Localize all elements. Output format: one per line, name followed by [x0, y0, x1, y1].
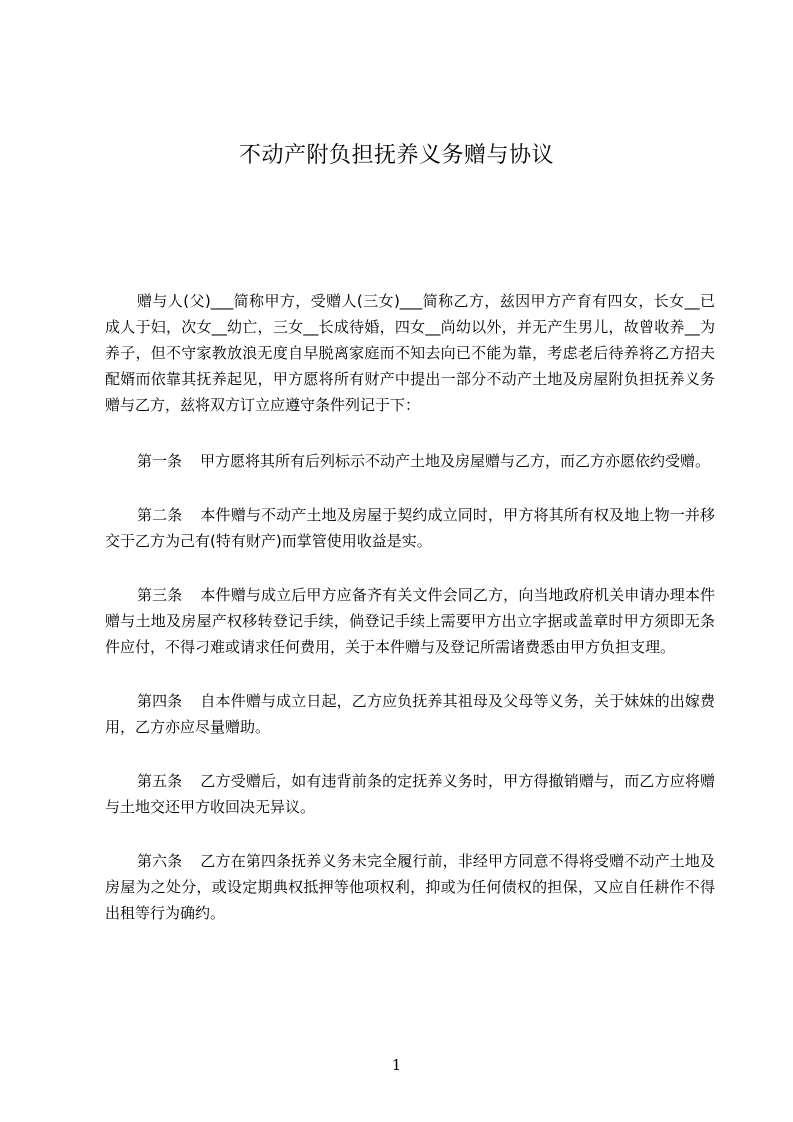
article-1	[105, 448, 715, 474]
document-title: 不动产附负担抚养义务赠与协议	[238, 143, 554, 168]
article-2	[105, 502, 715, 554]
article-2-text: 本件赠与不动产土地及房屋于契约成立同时，甲方将其所有权及地上物一并移交于乙方为己有(特有财产)而掌管使用收益是实。	[105, 506, 715, 550]
intro-paragraph: 赠与人(父)___简称甲方，受赠人(三女)___简称乙方，兹因甲方产育有四女，长女__已成人于妇，次女__幼亡，三女__长成待婚，四女__尚幼以外，并无产生男儿，故曾收养__为养子，但不守家教放浪无度自早脱离家庭而不知去向已不能为靠，考虑老后待养将乙方招夫配婿而依靠其抚养起见，甲方愿将所有财产中提出一部分不动产土地及房屋附负担抚养义务赠与乙方，兹将双方订立应遵守条件列记于下：	[105, 292, 715, 414]
document-body	[105, 288, 715, 954]
article-6	[105, 848, 715, 926]
article-3-text: 本件赠与成立后甲方应备齐有关文件会同乙方，向当地政府机关申请办理本件赠与土地及房屋产权移转登记手续，倘登记手续上需要甲方出立字据或盖章时甲方须即无条件应付，不得刁难或请求任何费用，关于本件赠与及登记所需诸费悉由甲方负担支理。	[105, 586, 715, 656]
article-1-text: 甲方愿将其所有后列标示不动产土地及房屋赠与乙方，而乙方亦愿依约受赠。	[200, 452, 711, 470]
article-1-heading: 第一条	[137, 452, 183, 470]
article-5	[105, 768, 715, 820]
article-4-heading: 第四条	[137, 692, 183, 710]
article-3	[105, 582, 715, 660]
article-3-heading: 第三条	[137, 586, 183, 604]
article-5-text: 乙方受赠后，如有违背前条的定抚养义务时，甲方得撤销赠与，而乙方应将赠与土地交还甲方收回决无异议。	[105, 772, 715, 816]
article-5-heading: 第五条	[137, 772, 183, 790]
article-4	[105, 688, 715, 740]
article-2-heading: 第二条	[137, 506, 183, 524]
page-number: 1	[391, 1056, 402, 1074]
article-6-heading: 第六条	[137, 852, 183, 870]
article-6-text: 乙方在第四条抚养义务未完全履行前，非经甲方同意不得将受赠不动产土地及房屋为之处分，或设定期典权抵押等他项权利，抑或为任何债权的担保，又应自任耕作不得出租等行为确约。	[105, 852, 715, 922]
article-4-text: 自本件赠与成立日起，乙方应负抚养其祖母及父母等义务，关于妹妹的出嫁费用，乙方亦应尽量赠助。	[105, 692, 715, 736]
